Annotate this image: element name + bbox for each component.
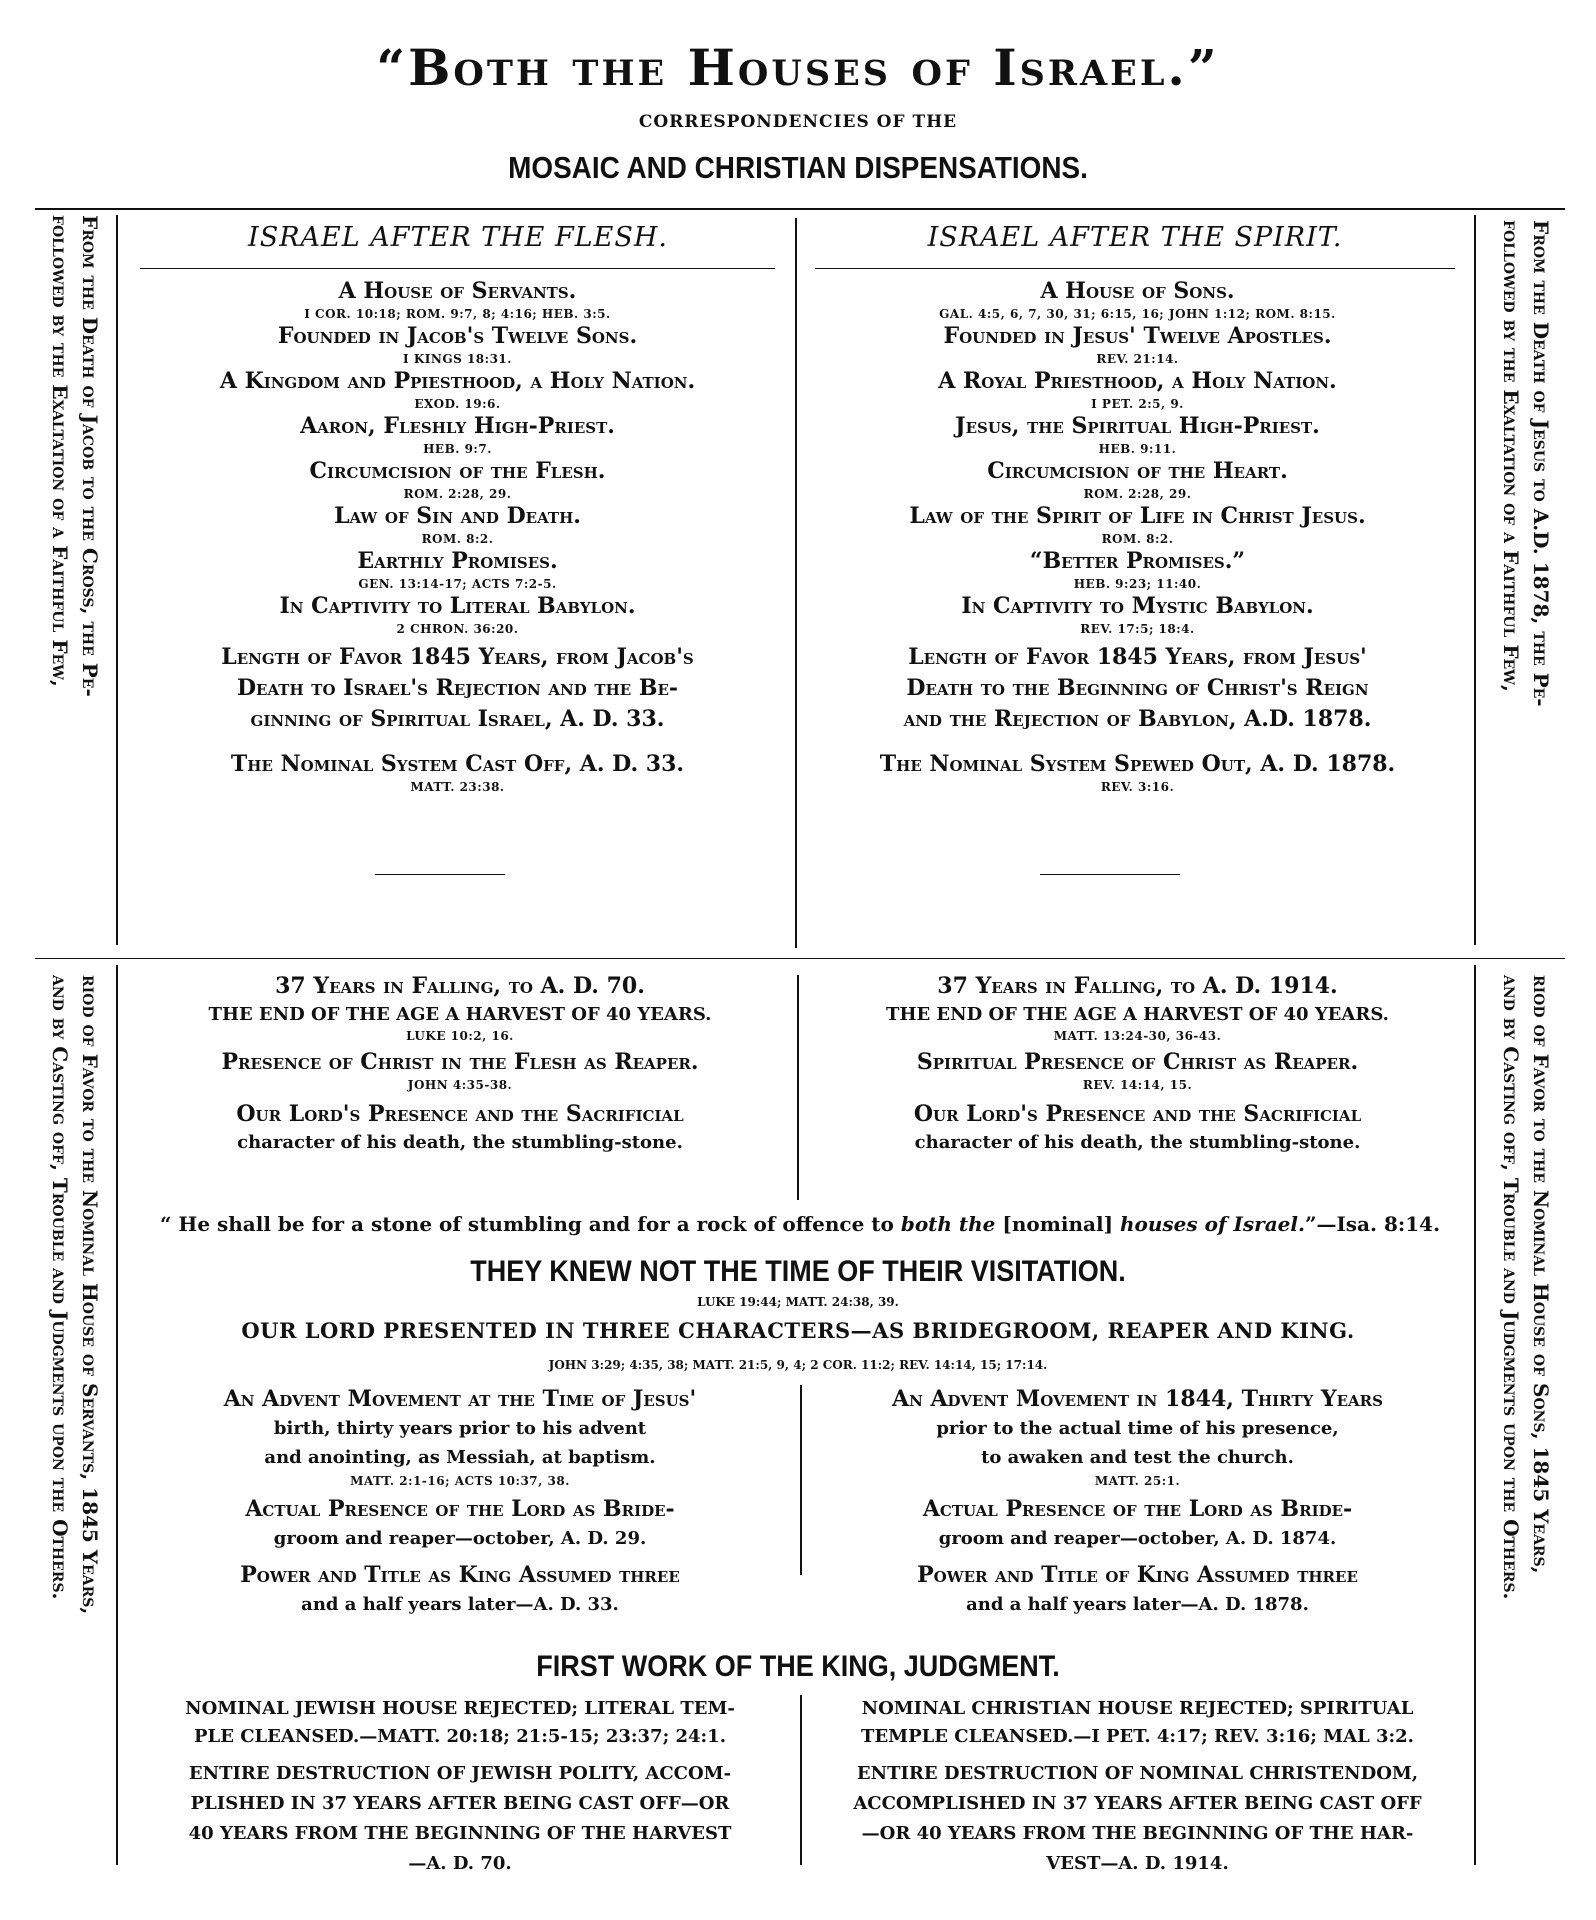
list-item: Jesus, the Spiritual High-Priest. HEB. 9:11. xyxy=(955,413,1320,456)
list-item: A Kingdom and Ppiesthood, a Holy Nation. EXOD. 19:6. xyxy=(219,368,696,411)
header-right: ISRAEL AFTER THE SPIRIT. xyxy=(927,222,1343,253)
page-title-secondary: MOSAIC AND CHRISTIAN DISPENSATIONS. xyxy=(508,150,1088,185)
center-divider-advent xyxy=(800,1385,802,1575)
falling-title: 37 Years in Falling, to A. D. 70. xyxy=(275,973,645,999)
list-item: The Nominal System Spewed Out, A. D. 1878. REV. 3:16. xyxy=(879,751,1396,794)
first-work-heading: FIRST WORK OF THE KING, JUDGMENT. xyxy=(536,1650,1060,1683)
side-line: followed by the Exaltation of a Faithful Few, xyxy=(48,215,72,687)
right-frame-upper xyxy=(1474,215,1476,945)
header-left: ISRAEL AFTER THE FLESH. xyxy=(248,222,668,253)
lord-characters: OUR LORD PRESENTED IN THREE CHARACTERS—AS BRIDEGROOM, REAPER AND KING. xyxy=(241,1318,1355,1343)
list-item: Founded in Jacob's Twelve Sons. I KINGS 18:31. xyxy=(277,323,638,366)
side-text-right-bottom xyxy=(1486,975,1556,1875)
side-line: From the Death of Jesus to A.D. 1878, the Pe- xyxy=(1529,220,1553,707)
left-frame-lower xyxy=(116,965,118,1865)
list-item: In Captivity to Mystic Babylon. REV. 17:5; 18:4. xyxy=(961,593,1314,636)
side-line: and by Casting off, Trouble and Judgments upon the Others. xyxy=(1499,975,1523,1600)
left-column-advent: An Advent Movement at the Time of Jesus' birth, thirty years prior to his advent and anointing, as Messiah, at baptism. MATT. 2:1-16; ACTS 10:37, 38. Actual Presence of the Lord as Bride- groom and reaper—october, A. D. 29. Power and Title as King Assumed three and a half years later—A. D. 33. xyxy=(223,1386,697,1615)
list-item: Aaron, Fleshly High-Priest. HEB. 9:7. xyxy=(300,413,615,456)
side-text-left-top xyxy=(35,215,105,945)
side-line: and by Casting off, Trouble and Judgments upon the Others. xyxy=(48,975,72,1600)
page-subtitle: CORRESPONDENCIES OF THE xyxy=(638,112,958,132)
right-column-upper xyxy=(805,278,1470,796)
left-length-rule xyxy=(375,874,505,875)
list-item: Earthly Promises. GEN. 13:14-17; ACTS 7:2-5. xyxy=(357,548,558,591)
left-column-bottom: NOMINAL JEWISH HOUSE REJECTED; LITERAL TEM- PLE CLEANSED.—MATT. 20:18; 21:5-15; 23:37; 24:1. ENTIRE DESTRUCTION OF JEWISH POLITY, ACCOM- PLISHED IN 37 YEARS AFTER BEING CAST OFF—OR 40 YEARS FROM THE BEGINNING OF THE HARVEST —A. D. 70. xyxy=(185,1698,735,1874)
list-item: In Captivity to Literal Babylon. 2 CHRON. 36:20. xyxy=(279,593,636,636)
list-item: Founded in Jesus' Twelve Apostles. REV. 21:14. xyxy=(943,323,1332,366)
list-item: A House of Sons. GAL. 4:5, 6, 7, 30, 31; 6:15, 16; JOHN 1:12; ROM. 8:15. xyxy=(939,278,1336,321)
center-divider-bottom xyxy=(800,1695,802,1865)
right-header-rule xyxy=(815,268,1455,269)
left-header-rule xyxy=(140,268,775,269)
length-of-favor: Length of Favor 1845 Years, from Jesus' Death to the Beginning of Christ's Reign and the Rejection of Babylon, A.D. 1878. xyxy=(903,644,1372,732)
center-divider-mid xyxy=(797,975,799,1200)
visitation-heading: THEY KNEW NOT THE TIME OF THEIR VISITATION. xyxy=(470,1255,1126,1288)
visitation-ref: LUKE 19:44; MATT. 24:38, 39. xyxy=(697,1295,899,1309)
falling-title: 37 Years in Falling, to A. D. 1914. xyxy=(937,973,1338,999)
right-column-advent: An Advent Movement in 1844, Thirty Years prior to the actual time of his presence, to awaken and test the church. MATT. 25:1. Actual Presence of the Lord as Bride- groom and reaper—october, A. D. 1874. Power and Title of King Assumed three and a half years later—A. D. 1878. xyxy=(892,1386,1383,1615)
right-frame-lower xyxy=(1474,965,1476,1865)
list-item: The Nominal System Cast Off, A. D. 33. MATT. 23:38. xyxy=(230,751,685,794)
left-column-upper xyxy=(125,278,790,796)
side-line: From the Death of Jacob to the Cross, the Pe- xyxy=(78,215,102,697)
page-title: “Both the Houses of Israel.” xyxy=(376,38,1220,97)
middle-rule xyxy=(35,958,1565,959)
right-column-bottom: NOMINAL CHRISTIAN HOUSE REJECTED; SPIRITUAL TEMPLE CLEANSED.—I PET. 4:17; REV. 3:16; MAL 3:2. ENTIRE DESTRUCTION OF NOMINAL CHRISTENDOM, ACCOMPLISHED IN 37 YEARS AFTER BEING CAST OFF —OR 40 YEARS FROM THE BEGINNING OF THE HAR- VEST—A. D. 1914. xyxy=(853,1698,1422,1874)
length-of-favor: Length of Favor 1845 Years, from Jacob's Death to Israel's Rejection and the Be- ginning of Spiritual Israel, A. D. 33. xyxy=(221,644,694,732)
scripture-quote: “ He shall be for a stone of stumbling and for a rock of offence to both the [nominal] houses of Israel.”—Isa. 8:14. xyxy=(159,1212,1441,1236)
right-column-lower: 37 Years in Falling, to A. D. 1914. THE END OF THE AGE A HARVEST OF 40 YEARS. MATT. 13:24-30, 36-43. Spiritual Presence of Christ as Reaper. REV. 14:14, 15. Our Lord's Presence and the Sacrificial character of his death, the stumbling-stone. xyxy=(805,970,1470,1155)
list-item: Law of Sin and Death. ROM. 8:2. xyxy=(334,503,581,546)
list-item: Law of the Spirit of Life in Christ Jesus. ROM. 8:2. xyxy=(909,503,1366,546)
right-length-rule xyxy=(1040,874,1180,875)
lord-characters-ref: JOHN 3:29; 4:35, 38; MATT. 21:5, 9, 4; 2 COR. 11:2; REV. 14:14, 15; 17:14. xyxy=(548,1358,1048,1372)
list-item: “Better Promises.” HEB. 9:23; 11:40. xyxy=(1029,548,1246,591)
list-item: Circumcision of the Heart. ROM. 2:28, 29. xyxy=(987,458,1288,501)
side-line: riod of Favor to the Nominal House of Sons, 1845 Years, xyxy=(1529,975,1553,1574)
left-column-lower: 37 Years in Falling, to A. D. 70. THE END OF THE AGE A HARVEST OF 40 YEARS. LUKE 10:2, 16. Presence of Christ in the Flesh as Reaper. JOHN 4:35-38. Our Lord's Presence and the Sacrificial character of his death, the stumbling-stone. xyxy=(125,970,795,1155)
list-item: A House of Servants. I COR. 10:18; ROM. 9:7, 8; 4:16; HEB. 3:5. xyxy=(304,278,611,321)
list-item: Circumcision of the Flesh. ROM. 2:28, 29. xyxy=(309,458,606,501)
left-frame-upper xyxy=(116,215,118,945)
side-line: riod of Favor to the Nominal House of Servants, 1845 Years, xyxy=(78,975,102,1615)
side-text-right-top xyxy=(1486,220,1556,950)
center-divider-upper xyxy=(795,218,797,948)
top-rule xyxy=(35,208,1565,210)
list-item: A Royal Priesthood, a Holy Nation. I PET. 2:5, 9. xyxy=(938,368,1337,411)
side-text-left-bottom xyxy=(35,975,105,1875)
side-line: followed by the Exaltation of a Faithful Few, xyxy=(1499,220,1523,692)
